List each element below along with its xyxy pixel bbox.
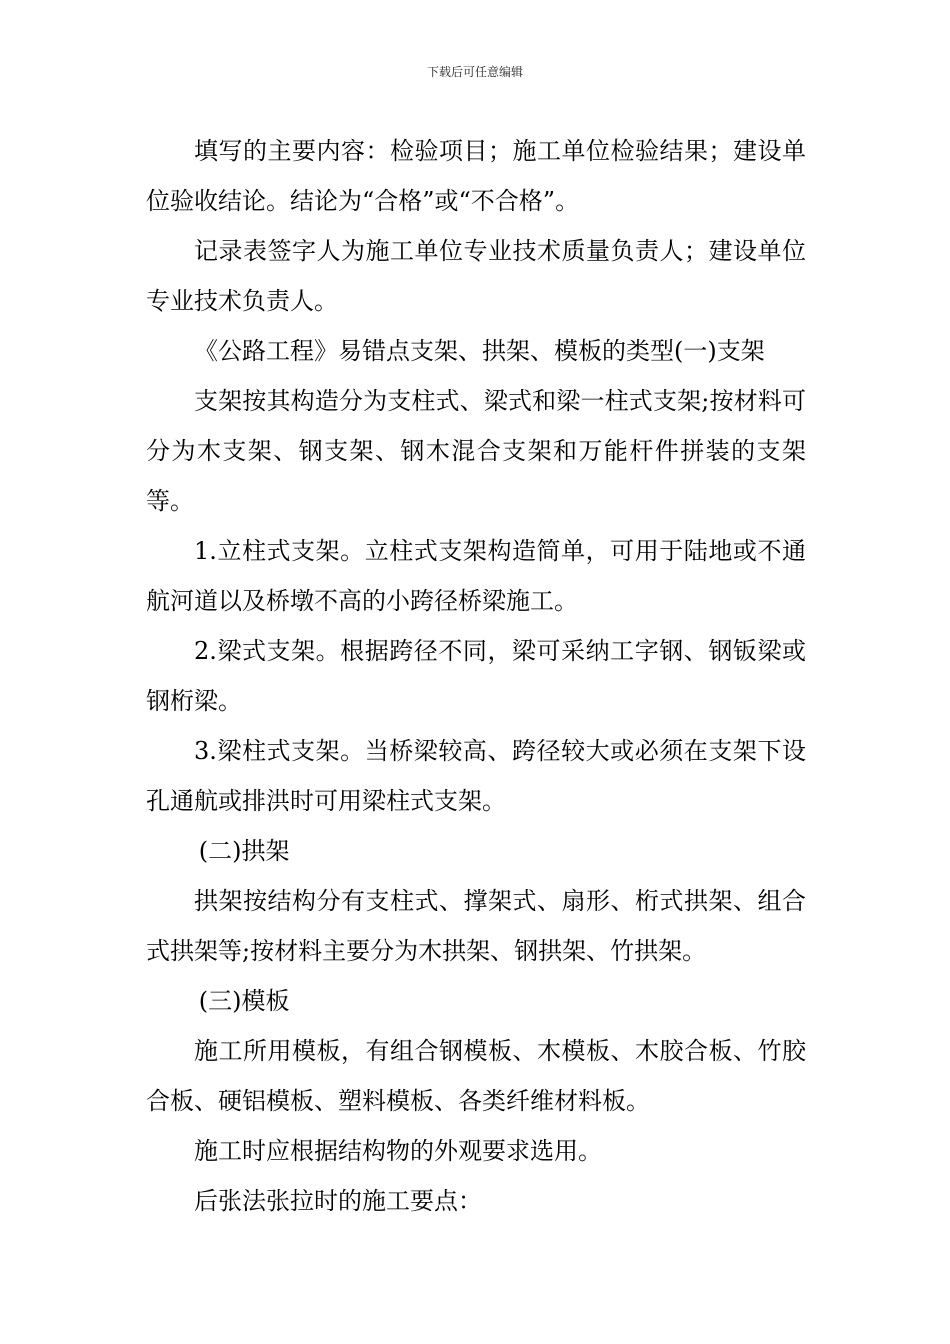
paragraph-section-title: 《公路工程》易错点支架、拱架、模板的类型(一)支架: [194, 337, 765, 365]
paragraph-formwork-types: 施工所用模板，有组合钢模板、木模板、木胶合板、竹胶合板、硬铝模板、塑料模板、各类纤维材料板。: [146, 1037, 806, 1115]
paragraph-arch-frame-types: 拱架按结构分有支柱式、撑架式、扇形、桁式拱架、组合式拱架等;按材料主要分为木拱架、钢拱架、竹拱架。: [146, 887, 806, 965]
document-body: [146, 126, 806, 1226]
paragraph-record-content: 填写的主要内容：检验项目；施工单位检验结果；建设单位验收结论。结论为“合格”或“不合格”。: [146, 137, 806, 215]
paragraph-signatories: 记录表签字人为施工单位专业技术质量负责人；建设单位专业技术负责人。: [146, 237, 806, 315]
page-header: 下载后可任意编辑: [426, 65, 523, 79]
paragraph-beam-column-support: 3.梁柱式支架。当桥梁较高、跨径较大或必须在支架下设孔通航或排洪时可用梁柱式支架。: [146, 737, 806, 815]
paragraph-column-support: 1.立柱式支架。立柱式支架构造简单，可用于陆地或不通航河道以及桥墩不高的小跨径桥梁施工。: [146, 537, 806, 615]
paragraph-formwork-selection: 施工时应根据结构物的外观要求选用。: [194, 1137, 602, 1165]
subheading-arch-frame: (二)拱架: [198, 837, 290, 865]
paragraph-beam-support: 2.梁式支架。根据跨径不同，梁可采纳工字钢、钢钣梁或钢桁梁。: [146, 637, 806, 715]
subheading-formwork: (三)模板: [198, 987, 290, 1015]
paragraph-post-tension-points: 后张法张拉时的施工要点：: [194, 1187, 482, 1215]
paragraph-support-types: 支架按其构造分为支柱式、梁式和梁一柱式支架;按材料可分为木支架、钢支架、钢木混合支架和万能杆件拼装的支架等。: [146, 387, 806, 515]
